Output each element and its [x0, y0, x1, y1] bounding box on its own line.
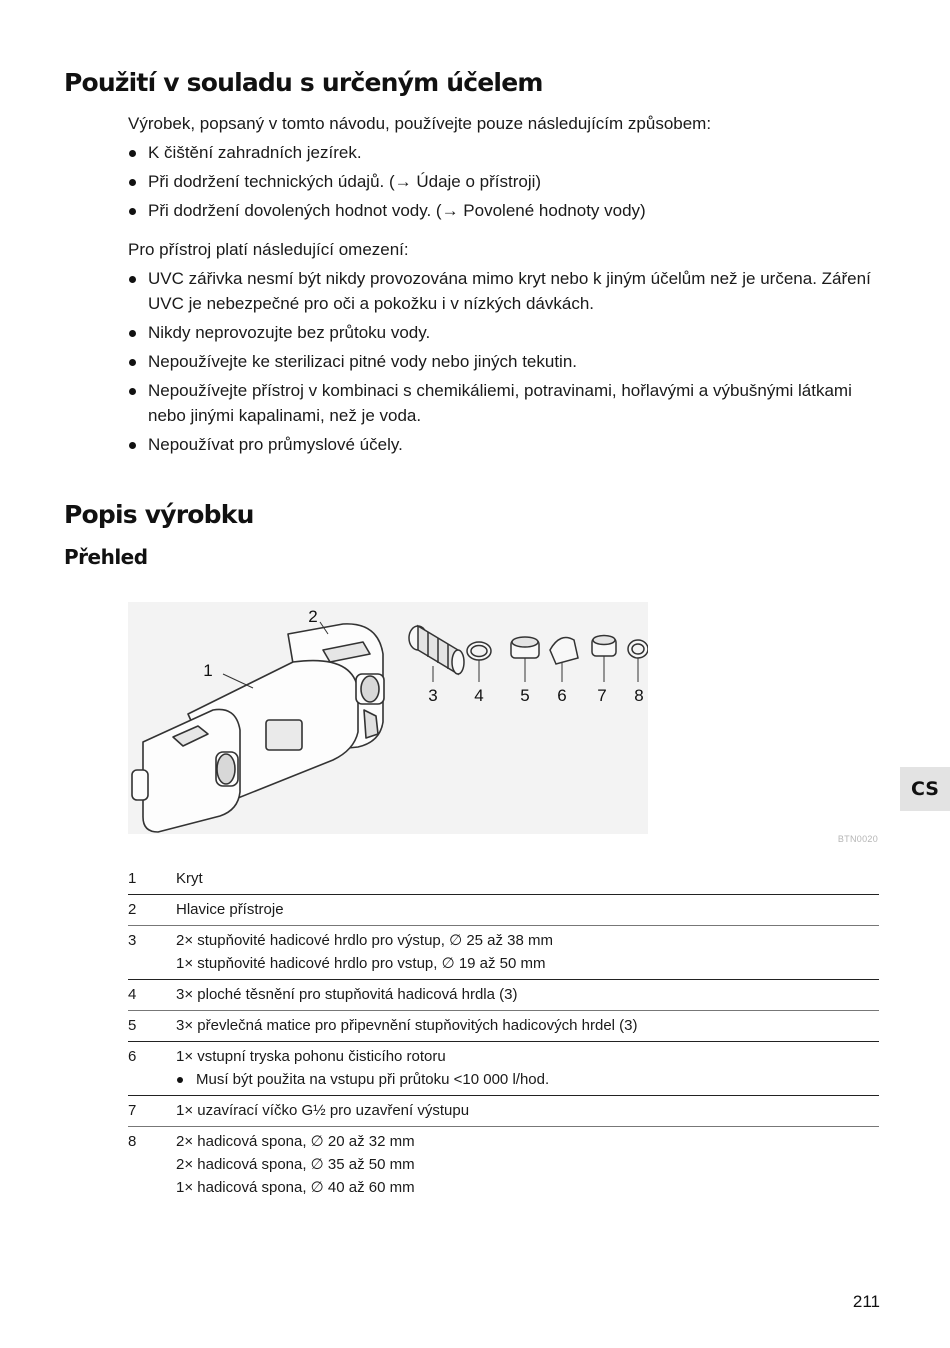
figure-label-4: 4: [474, 686, 484, 705]
figure-label-3: 3: [428, 686, 438, 705]
table-row: [128, 1041, 879, 1095]
part-number: 5: [128, 1017, 137, 1034]
list-item: Nepoužívejte přístroj v kombinaci s chemikáliemi, potravinami, hořlavými a výbušnými látkami nebo jinými kapalinami, než je voda.: [128, 378, 888, 428]
table-row: [128, 1126, 879, 1203]
restrictions-block: [128, 237, 888, 457]
table-row: [128, 895, 879, 925]
list-item: Musí být použita na vstupu při průtoku <10 000 l/hod.: [176, 1068, 879, 1091]
list-item: Nepoužívat pro průmyslové účely.: [128, 432, 888, 457]
table-row: [128, 1010, 879, 1041]
table-row: [128, 925, 879, 979]
part-description: 1× hadicová spona, ∅ 40 až 60 mm: [176, 1179, 415, 1196]
part-description: 2× stupňovité hadicové hrdlo pro výstup, ∅ 25 až 38 mm: [176, 932, 554, 949]
list-item: K čištění zahradních jezírek.: [128, 140, 888, 165]
language-tab: CS: [900, 767, 950, 811]
list-item: UVC zářivka nesmí být nikdy provozována mimo kryt nebo k jiným účelům než je určena. Záření UVC je nebezpečné pro oči a pokožku i v nízkých dávkách.: [128, 266, 888, 316]
part-number: 8: [128, 1133, 137, 1150]
uses-list: [128, 140, 888, 223]
part-number: 6: [128, 1048, 137, 1065]
figure-code: BTN0020: [837, 834, 878, 844]
part-description: Kryt: [176, 870, 203, 887]
part-number: 2: [128, 901, 137, 918]
restrictions-intro: Pro přístroj platí následující omezení:: [128, 240, 409, 259]
part-number: 7: [128, 1102, 137, 1119]
part-number: 3: [128, 932, 137, 949]
intro-text: Výrobek, popsaný v tomto návodu, používejte pouze následujícím způsobem:: [128, 114, 712, 133]
table-row: [128, 1095, 879, 1126]
table-row: [128, 864, 879, 895]
part-description: 2× hadicová spona, ∅ 35 až 50 mm: [176, 1156, 415, 1173]
part-description: 3× ploché těsnění pro stupňovitá hadicová hrdla (3): [176, 986, 518, 1003]
part-description: 1× uzavírací víčko G½ pro uzavření výstupu: [176, 1102, 470, 1119]
figure-label-6: 6: [557, 686, 567, 705]
subsection-title-overview: Přehled: [64, 545, 148, 569]
section-title-intended-use: Použití v souladu s určeným účelem: [64, 68, 543, 97]
parts-table: [128, 864, 879, 1203]
part-description: 1× vstupní tryska pohonu čisticího rotoru: [176, 1048, 446, 1065]
part-description: 2× hadicová spona, ∅ 20 až 32 mm: [176, 1133, 415, 1150]
restrictions-list: [128, 266, 888, 457]
part-description: 1× stupňovité hadicové hrdlo pro vstup, ∅ 19 až 50 mm: [176, 955, 546, 972]
figure-label-7: 7: [597, 686, 607, 705]
table-row: [128, 979, 879, 1010]
list-item: Při dodržení dovolených hodnot vody. (→ Povolené hodnoty vody): [128, 198, 888, 223]
intended-use-block: [128, 111, 888, 223]
figure-label-1: 1: [203, 661, 213, 680]
device-illustration: [128, 602, 648, 834]
figure-label-5: 5: [520, 686, 530, 705]
part-number: 1: [128, 870, 137, 887]
page-number: 211: [852, 1292, 880, 1311]
list-item: Nikdy neprovozujte bez průtoku vody.: [128, 320, 888, 345]
list-item: Při dodržení technických údajů. (→ Údaje o přístroji): [128, 169, 888, 194]
figure-label-2: 2: [308, 607, 318, 626]
list-item: Nepoužívejte ke sterilizaci pitné vody nebo jiných tekutin.: [128, 349, 888, 374]
part-description: Hlavice přístroje: [176, 901, 284, 918]
part-number: 4: [128, 986, 137, 1003]
part-note-list: [176, 1068, 879, 1091]
figure-label-8: 8: [634, 686, 644, 705]
part-description: 3× převlečná matice pro připevnění stupňovitých hadicových hrdel (3): [176, 1017, 638, 1034]
product-overview-figure: [128, 602, 648, 834]
section-title-product-description: Popis výrobku: [64, 500, 254, 529]
